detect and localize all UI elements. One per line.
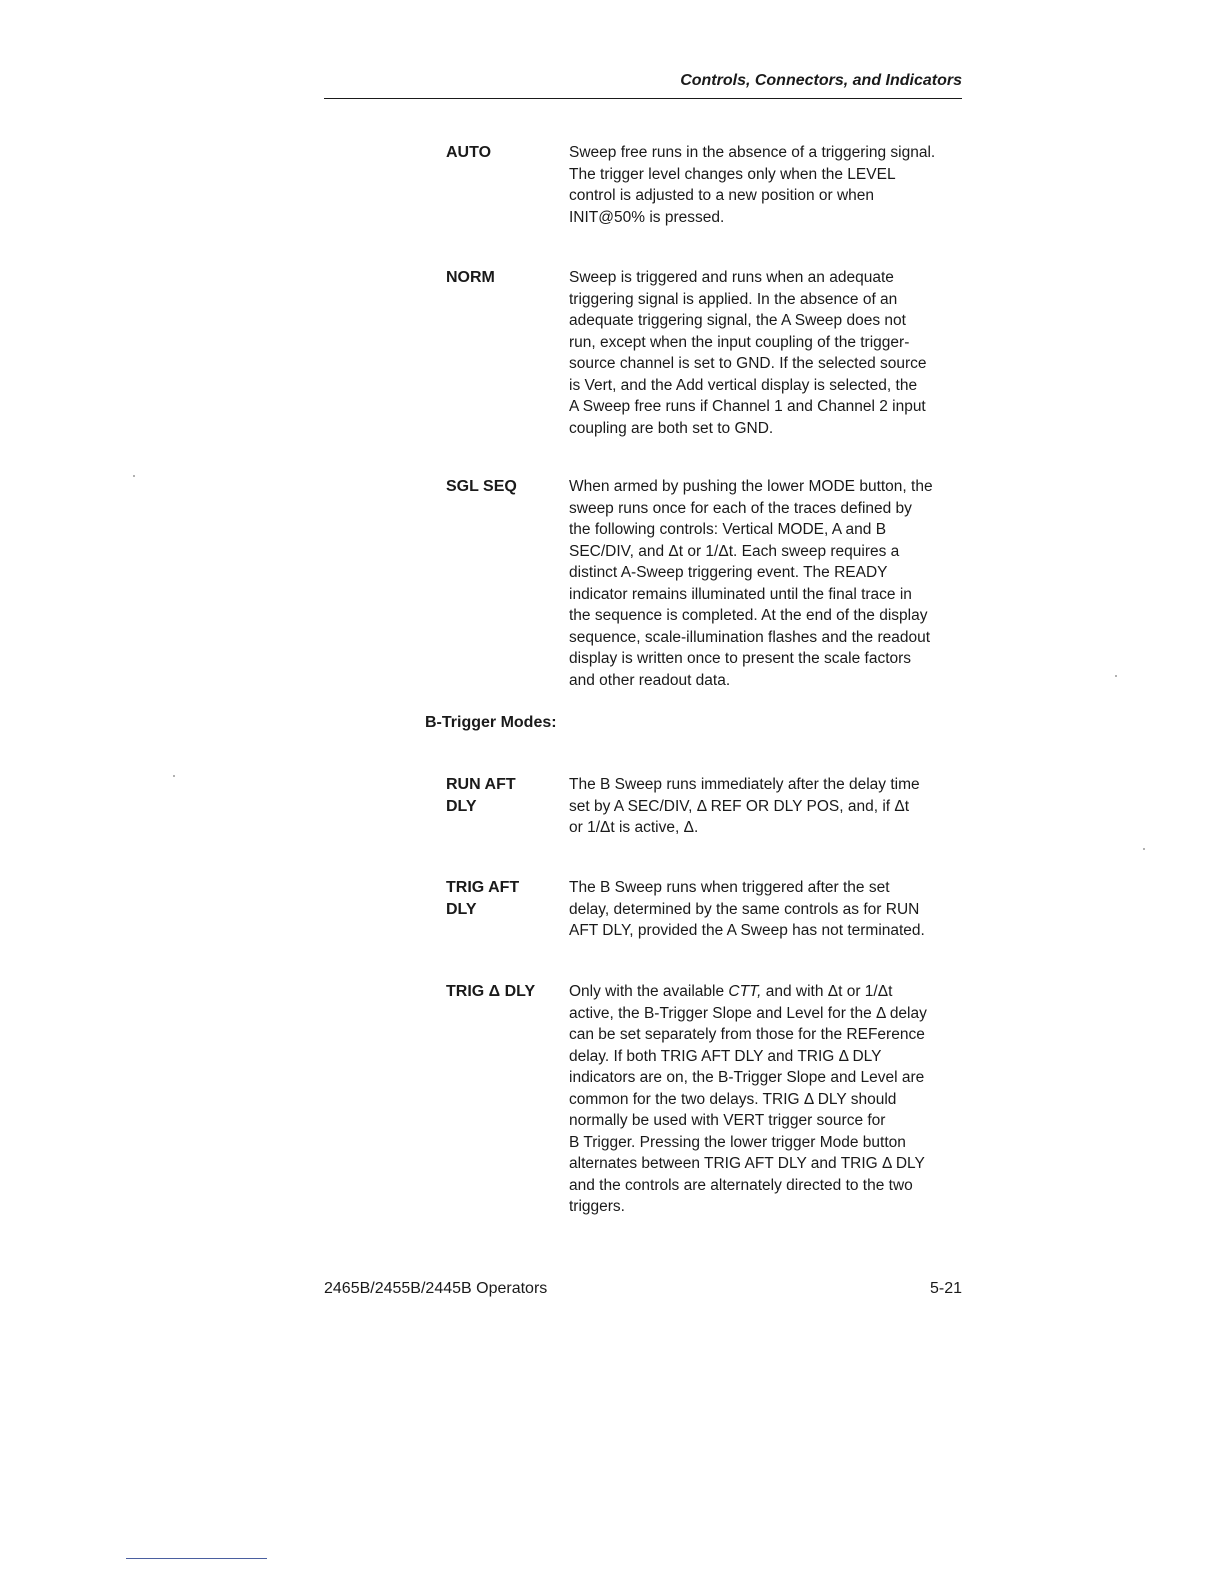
entry-term: TRIG Δ DLY — [446, 983, 536, 1000]
desc-line: adequate triggering signal, the A Sweep does not — [569, 312, 906, 329]
scan-speck — [173, 775, 175, 777]
entry-term: TRIG AFT DLY — [446, 879, 520, 918]
desc-line: B Trigger. Pressing the lower trigger Mode button — [569, 1133, 906, 1151]
entry-term: SGL SEQ — [446, 478, 517, 495]
desc-line: display is written once to present the scale factors — [569, 650, 912, 667]
desc-line: The B Sweep runs when triggered after the set — [569, 879, 890, 896]
desc-line: alternates between TRIG AFT DLY and TRIG Δ DLY — [569, 1155, 925, 1172]
desc-line: AFT DLY, provided the A Sweep has not terminated. — [569, 922, 925, 939]
entry-description — [569, 142, 964, 228]
desc-line: can be set separately from those for the REFerence — [569, 1026, 925, 1043]
desc-line: sequence, scale-illumination flashes and the readout — [569, 628, 931, 646]
desc-line: A Sweep free runs if Channel 1 and Channel 2 input — [569, 398, 926, 415]
desc-line: and the controls are alternately directed to the two — [569, 1176, 913, 1194]
desc-line: triggering signal is applied. In the absence of an — [569, 290, 898, 308]
page-header-title: Controls, Connectors, and Indicators — [680, 72, 962, 89]
desc-line: When armed by pushing the lower MODE button, the — [569, 478, 933, 495]
desc-line: coupling are both set to GND. — [569, 419, 774, 437]
entry-term: NORM — [446, 269, 495, 286]
desc-line: source channel is set to GND. If the selected source — [569, 355, 927, 372]
entry-description — [569, 877, 964, 942]
desc-line: normally be used with VERT trigger source for — [569, 1112, 886, 1129]
desc-text: and with Δt or 1/Δt — [761, 983, 893, 1000]
desc-line: distinct A-Sweep triggering event. The READY — [569, 564, 888, 581]
desc-line: The trigger level changes only when the LEVEL — [569, 165, 896, 183]
desc-line: control is adjusted to a new position or when — [569, 187, 875, 204]
footer-page-number: 5-21 — [929, 1280, 962, 1297]
scan-speck — [133, 475, 135, 477]
desc-line: run, except when the input coupling of the trigger- — [569, 333, 910, 351]
desc-line: active, the B-Trigger Slope and Level for the Δ delay — [569, 1004, 927, 1022]
scan-speck — [1143, 848, 1145, 850]
desc-line: the following controls: Vertical MODE, A and B — [569, 521, 887, 538]
desc-line-first — [569, 981, 964, 1003]
header-rule — [324, 98, 962, 99]
entry-description — [569, 774, 964, 839]
entry-term: AUTO — [446, 144, 492, 161]
desc-line: SEC/DIV, and Δt or 1/Δt. Each sweep requires a — [569, 542, 900, 560]
desc-line: The B Sweep runs immediately after the delay time — [569, 776, 920, 793]
desc-line: indicator remains illuminated until the final trace in — [569, 585, 912, 603]
desc-line: common for the two delays. TRIG Δ DLY should — [569, 1090, 897, 1108]
desc-line: delay, determined by the same controls as for RUN — [569, 900, 920, 918]
desc-line: delay. If both TRIG AFT DLY and TRIG Δ DLY — [569, 1047, 882, 1065]
desc-line: set by A SEC/DIV, Δ REF OR DLY POS, and, if Δt — [569, 797, 910, 815]
entry-description — [569, 267, 964, 439]
bottom-rule — [126, 1558, 267, 1559]
section-heading-b-trigger-modes: B-Trigger Modes: — [425, 714, 557, 731]
desc-line: triggers. — [569, 1198, 625, 1215]
desc-line: and other readout data. — [569, 671, 731, 689]
entry-term: RUN AFT DLY — [446, 776, 516, 815]
desc-line: Sweep is triggered and runs when an adequate — [569, 269, 894, 286]
desc-line: sweep runs once for each of the traces defined by — [569, 499, 912, 517]
desc-line: is Vert, and the Add vertical display is selected, the — [569, 376, 918, 394]
desc-italic-text: CTT, — [728, 983, 762, 1000]
entry-description — [569, 476, 964, 691]
desc-line: indicators are on, the B-Trigger Slope and Level are — [569, 1069, 925, 1086]
entry-description — [569, 981, 964, 1218]
desc-line: INIT@50% is pressed. — [569, 208, 725, 226]
desc-line: the sequence is completed. At the end of the display — [569, 607, 928, 624]
desc-text: Only with the available — [569, 983, 729, 1000]
desc-line: or 1/Δt is active, Δ. — [569, 819, 699, 836]
scan-speck — [1115, 675, 1117, 677]
footer-manual-title: 2465B/2455B/2445B Operators — [324, 1280, 548, 1297]
desc-line: Sweep free runs in the absence of a triggering signal. — [569, 144, 936, 161]
